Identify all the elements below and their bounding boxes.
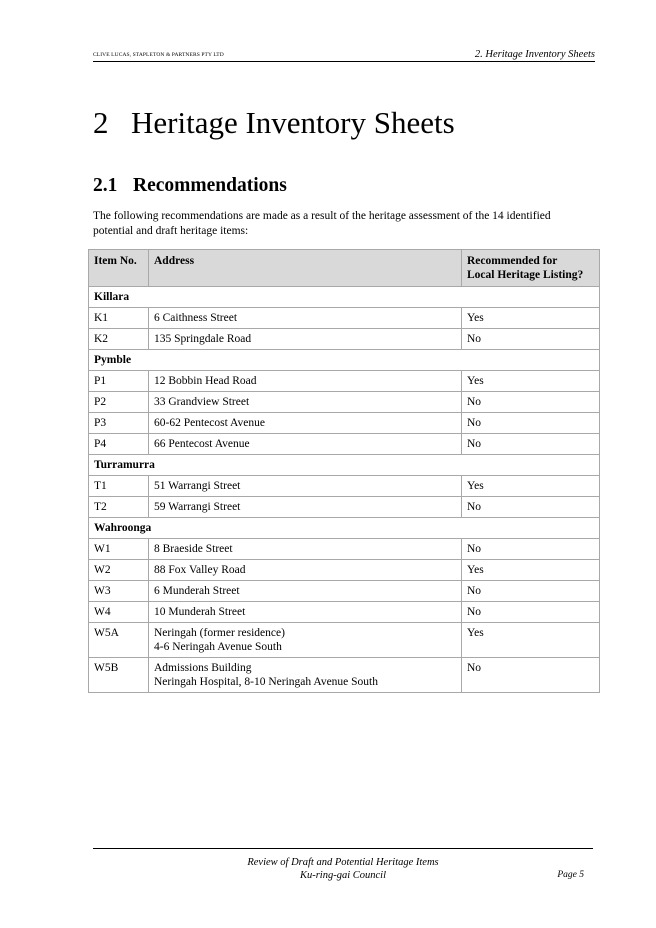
header-company: CLIVE LUCAS, STAPLETON & PARTNERS PTY LTD (93, 52, 224, 58)
page-number: Page 5 (557, 870, 584, 880)
item-no: W5A (89, 623, 149, 658)
group-row (89, 287, 600, 308)
header-item-no: Item No. (89, 250, 149, 287)
item-no: W3 (89, 581, 149, 602)
table-row (89, 413, 600, 434)
address: 8 Braeside Street (149, 539, 462, 560)
table-row (89, 392, 600, 413)
table-row (89, 497, 600, 518)
recommendation: No (462, 392, 600, 413)
table-header-row (89, 250, 600, 287)
group-turramurra: Turramurra (89, 455, 600, 476)
table-row (89, 371, 600, 392)
recommendation: Yes (462, 371, 600, 392)
table-row (89, 581, 600, 602)
address (149, 623, 462, 658)
group-row (89, 518, 600, 539)
footer-report-title: Review of Draft and Potential Heritage Items (247, 857, 439, 868)
address: 6 Munderah Street (149, 581, 462, 602)
footer-divider (93, 848, 593, 849)
header-section-title: 2. Heritage Inventory Sheets (474, 49, 595, 60)
recommendation: No (462, 602, 600, 623)
table-row (89, 308, 600, 329)
item-no: P4 (89, 434, 149, 455)
address: 33 Grandview Street (149, 392, 462, 413)
recommendation: No (462, 497, 600, 518)
recommendation: No (462, 539, 600, 560)
address (149, 658, 462, 693)
section-title: Recommendations (133, 175, 287, 196)
table-row (89, 329, 600, 350)
address: 135 Springdale Road (149, 329, 462, 350)
recommendations-table (88, 249, 600, 693)
address-line1: Neringah (former residence) (154, 627, 285, 639)
table-row (89, 539, 600, 560)
section-heading (93, 175, 287, 197)
table-row (89, 434, 600, 455)
table-row (89, 476, 600, 497)
header-recommended-line2: Local Heritage Listing? (467, 269, 584, 281)
recommendation: Yes (462, 476, 600, 497)
item-no: T2 (89, 497, 149, 518)
item-no: K1 (89, 308, 149, 329)
footer-title (93, 856, 593, 882)
item-no: T1 (89, 476, 149, 497)
item-no: K2 (89, 329, 149, 350)
group-row (89, 350, 600, 371)
address: 66 Pentecost Avenue (149, 434, 462, 455)
address: 51 Warrangi Street (149, 476, 462, 497)
section-number: 2.1 (93, 175, 118, 196)
address: 6 Caithness Street (149, 308, 462, 329)
item-no: P1 (89, 371, 149, 392)
table-row (89, 560, 600, 581)
page-header (93, 47, 595, 62)
group-killara: Killara (89, 287, 600, 308)
recommendation: No (462, 329, 600, 350)
address-line1: Admissions Building (154, 662, 252, 674)
item-no: W2 (89, 560, 149, 581)
chapter-number: 2 (93, 105, 109, 140)
item-no: W5B (89, 658, 149, 693)
table-row (89, 658, 600, 693)
header-recommended-line1: Recommended for (467, 255, 558, 267)
recommendation: No (462, 413, 600, 434)
chapter-heading (93, 105, 455, 141)
recommendation: No (462, 658, 600, 693)
item-no: P3 (89, 413, 149, 434)
group-row (89, 455, 600, 476)
group-pymble: Pymble (89, 350, 600, 371)
item-no: W4 (89, 602, 149, 623)
footer-council: Ku-ring-gai Council (299, 870, 387, 881)
address-line2: 4-6 Neringah Avenue South (154, 641, 282, 653)
address: 88 Fox Valley Road (149, 560, 462, 581)
recommendation: Yes (462, 623, 600, 658)
intro-paragraph: The following recommendations are made as a result of the heritage assessment of the 14 identified potential and draft heritage items: (93, 210, 551, 237)
table-row (89, 623, 600, 658)
group-wahroonga: Wahroonga (89, 518, 600, 539)
address: 59 Warrangi Street (149, 497, 462, 518)
recommendation: Yes (462, 308, 600, 329)
header-recommended (462, 250, 600, 287)
address: 60-62 Pentecost Avenue (149, 413, 462, 434)
address: 10 Munderah Street (149, 602, 462, 623)
address-line2: Neringah Hospital, 8-10 Neringah Avenue South (154, 676, 378, 688)
table-row (89, 602, 600, 623)
header-address: Address (149, 250, 462, 287)
recommendation: No (462, 434, 600, 455)
address: 12 Bobbin Head Road (149, 371, 462, 392)
item-no: W1 (89, 539, 149, 560)
chapter-title: Heritage Inventory Sheets (131, 105, 455, 140)
recommendation: Yes (462, 560, 600, 581)
recommendation: No (462, 581, 600, 602)
item-no: P2 (89, 392, 149, 413)
